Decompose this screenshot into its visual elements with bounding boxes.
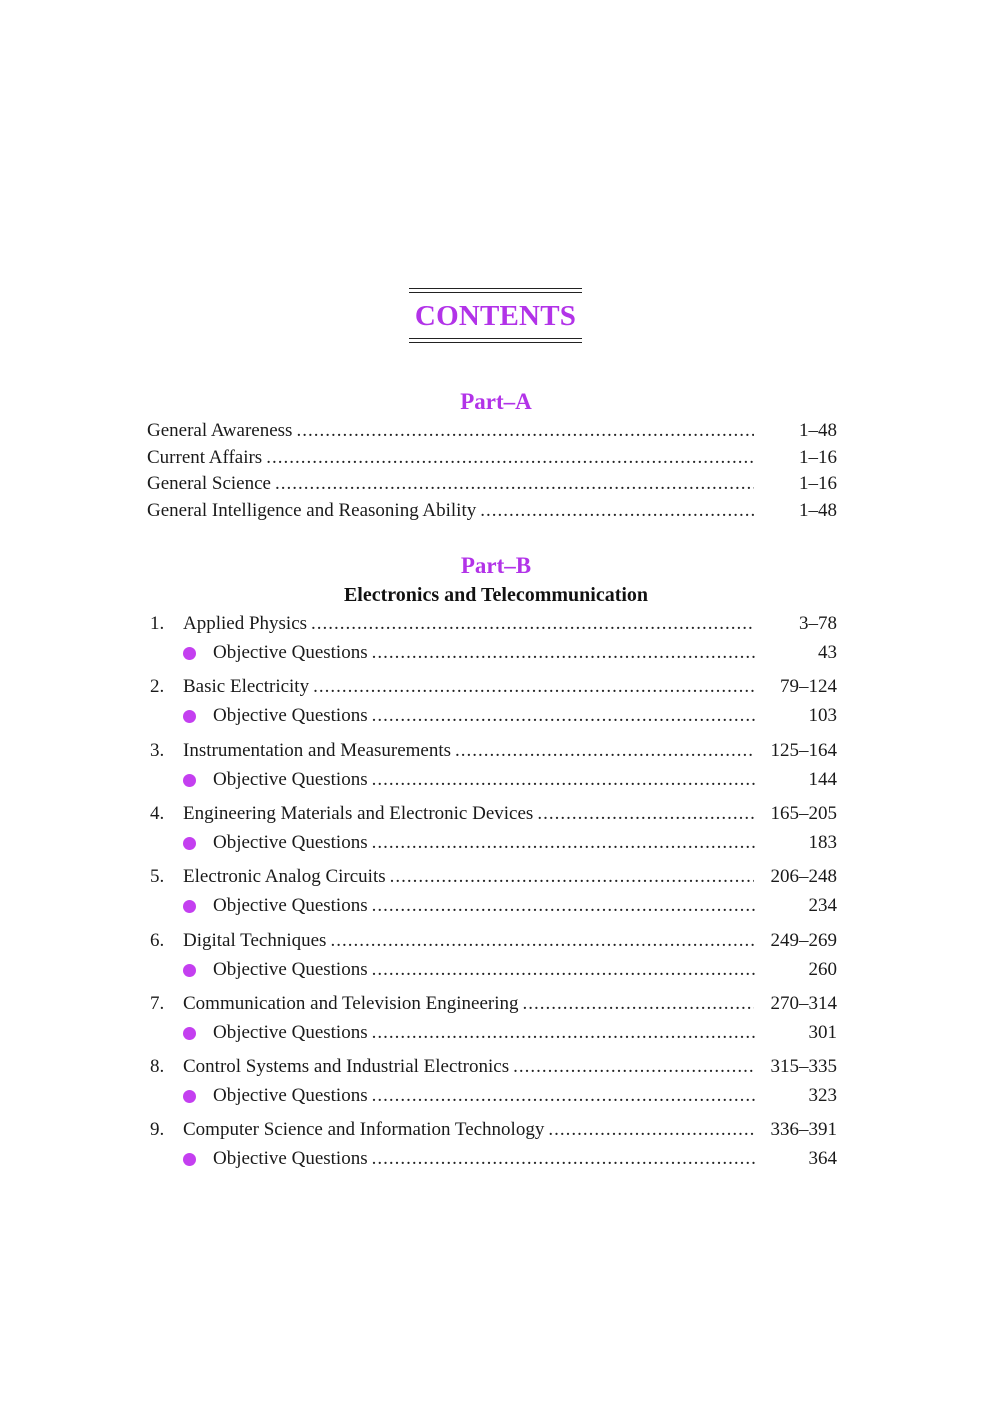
objective-questions-label: Objective Questions (213, 831, 368, 853)
chapter-entry[interactable] (147, 674, 837, 700)
dot-leader (372, 767, 756, 793)
bullet-icon (183, 774, 196, 787)
chapter-number: 1. (150, 613, 165, 634)
chapter-number: 5. (150, 866, 165, 888)
dot-leader (523, 991, 754, 1017)
chapter-number: 8. (150, 1056, 165, 1078)
entry-label-leader (183, 991, 754, 1017)
chapter-title: Instrumentation and Measurements (183, 739, 452, 761)
chapter-number: 4. (150, 802, 165, 824)
dot-leader (372, 1146, 756, 1172)
page-range: 1–16 (799, 473, 837, 495)
dot-leader (372, 957, 756, 983)
chapter-number: 3. (150, 739, 165, 761)
page-range: 301 (808, 1021, 837, 1043)
dot-leader (480, 498, 754, 524)
objective-questions-entry[interactable] (147, 1083, 837, 1109)
objective-questions-entry[interactable] (147, 767, 837, 793)
bullet-icon (183, 1027, 196, 1040)
chapter-entry[interactable] (147, 1117, 837, 1143)
chapter-entry[interactable] (147, 801, 837, 827)
part-a-heading: Part–A (460, 389, 532, 414)
dot-leader (455, 738, 754, 764)
dot-leader (372, 830, 756, 856)
entry-label-leader (213, 1020, 756, 1046)
chapter-entry[interactable] (147, 991, 837, 1017)
entry-label-leader (213, 1083, 756, 1109)
page-range: 315–335 (770, 1056, 837, 1078)
bullet-icon (183, 900, 196, 913)
dot-leader (372, 640, 756, 666)
bullet-icon (183, 647, 196, 660)
dot-leader (372, 703, 756, 729)
chapter-title: Communication and Television Engineering (183, 992, 519, 1014)
entry-label-leader (147, 418, 754, 444)
page-range: 364 (808, 1148, 837, 1170)
objective-questions-label: Objective Questions (213, 1085, 368, 1107)
entry-label-leader (183, 864, 754, 890)
entry-label-leader (183, 928, 754, 954)
bullet-icon (183, 964, 196, 977)
dot-leader (330, 928, 754, 954)
entry-title: General Intelligence and Reasoning Ability (147, 500, 477, 522)
entry-title: General Awareness (147, 420, 293, 441)
title-bottom-rule-inner (409, 338, 582, 339)
chapter-title: Digital Techniques (183, 929, 327, 951)
chapter-entry[interactable] (147, 864, 837, 890)
bullet-icon (183, 1090, 196, 1103)
objective-questions-label: Objective Questions (213, 705, 368, 727)
toc-entry[interactable] (147, 418, 837, 444)
page-range: 103 (808, 705, 837, 727)
entry-label-leader (183, 611, 754, 637)
dot-leader (313, 674, 754, 700)
chapter-title: Control Systems and Industrial Electronics (183, 1056, 510, 1078)
objective-questions-entry[interactable] (147, 893, 837, 919)
entry-label-leader (213, 893, 756, 919)
chapter-entry[interactable] (147, 611, 837, 637)
entry-title: General Science (147, 473, 271, 495)
page-range: 165–205 (770, 802, 837, 824)
page-title: CONTENTS (414, 300, 577, 332)
toc-entry[interactable] (147, 471, 837, 497)
entry-label-leader (183, 738, 754, 764)
toc-entry[interactable] (147, 498, 837, 524)
bullet-icon (183, 710, 196, 723)
entry-label-leader (213, 957, 756, 983)
bullet-icon (183, 1153, 196, 1166)
entry-label-leader (213, 640, 756, 666)
page-range: 1–48 (799, 420, 837, 441)
entry-label-leader (147, 471, 754, 497)
bullet-icon (183, 837, 196, 850)
objective-questions-label: Objective Questions (213, 895, 368, 917)
entry-label-leader (183, 674, 754, 700)
page-range: 43 (818, 642, 837, 663)
entry-label-leader (213, 703, 756, 729)
entry-label-leader (147, 498, 754, 524)
objective-questions-entry[interactable] (147, 830, 837, 856)
page-range: 1–16 (799, 446, 837, 468)
page-range: 336–391 (770, 1119, 837, 1141)
entry-label-leader (213, 767, 756, 793)
chapter-title: Electronic Analog Circuits (183, 866, 386, 888)
entry-label-leader (147, 445, 754, 471)
objective-questions-label: Objective Questions (213, 642, 368, 663)
dot-leader (275, 471, 754, 497)
entry-label-leader (183, 801, 754, 827)
page-range: 249–269 (770, 929, 837, 951)
dot-leader (548, 1117, 754, 1143)
objective-questions-label: Objective Questions (213, 1148, 368, 1170)
entry-label-leader (213, 1146, 756, 1172)
dot-leader (372, 1083, 756, 1109)
entry-label-leader (213, 830, 756, 856)
dot-leader (372, 893, 756, 919)
objective-questions-label: Objective Questions (213, 768, 368, 790)
chapter-entry[interactable] (147, 928, 837, 954)
dot-leader (537, 801, 754, 827)
objective-questions-entry[interactable] (147, 957, 837, 983)
title-top-rule (409, 288, 582, 289)
title-bottom-rule (409, 342, 582, 343)
page-range: 323 (808, 1085, 837, 1107)
page-range: 234 (808, 895, 837, 917)
chapter-title: Engineering Materials and Electronic Devices (183, 802, 534, 824)
chapter-title: Basic Electricity (183, 676, 310, 698)
objective-questions-entry[interactable] (147, 640, 837, 666)
page-range: 3–78 (799, 613, 837, 634)
entry-label-leader (183, 1054, 754, 1080)
chapter-number: 6. (150, 929, 165, 951)
chapter-number: 2. (150, 676, 165, 698)
page-range: 260 (808, 958, 837, 980)
dot-leader (513, 1054, 754, 1080)
entry-title: Current Affairs (147, 446, 263, 468)
dot-leader (390, 864, 754, 890)
objective-questions-entry[interactable] (147, 703, 837, 729)
page-range: 79–124 (780, 676, 837, 698)
objective-questions-entry[interactable] (147, 1020, 837, 1046)
chapter-number: 9. (150, 1119, 165, 1141)
entry-label-leader (183, 1117, 754, 1143)
part-b-subheading: Electronics and Telecommunication (343, 584, 649, 606)
chapter-title: Applied Physics (183, 613, 308, 634)
page-range: 1–48 (799, 500, 837, 522)
objective-questions-label: Objective Questions (213, 958, 368, 980)
page-range: 144 (808, 768, 837, 790)
page-range: 125–164 (770, 739, 837, 761)
toc-entry[interactable] (147, 445, 837, 471)
chapter-number: 7. (150, 992, 165, 1014)
objective-questions-label: Objective Questions (213, 1021, 368, 1043)
dot-leader (266, 445, 754, 471)
part-b-heading: Part–B (460, 553, 532, 578)
page-range: 206–248 (770, 866, 837, 888)
dot-leader (296, 418, 754, 444)
chapter-entry[interactable] (147, 1054, 837, 1080)
dot-leader (372, 1020, 756, 1046)
chapter-entry[interactable] (147, 738, 837, 764)
page-range: 270–314 (770, 992, 837, 1014)
objective-questions-entry[interactable] (147, 1146, 837, 1172)
dot-leader (311, 611, 754, 637)
contents-title-block (409, 288, 582, 343)
page-range: 183 (808, 831, 837, 853)
chapter-title: Computer Science and Information Technology (183, 1119, 545, 1141)
